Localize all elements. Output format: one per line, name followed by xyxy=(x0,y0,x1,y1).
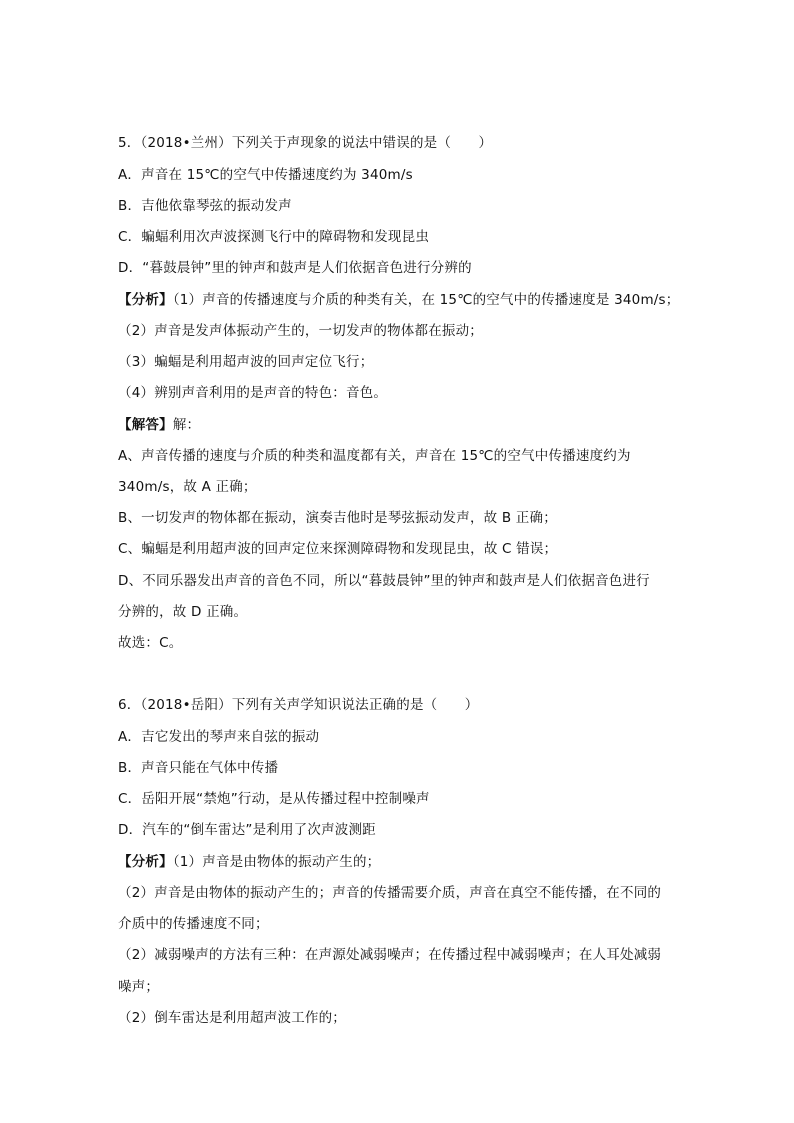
q6-option-c: C．岳阳开展“禁炮”行动，是从传播过程中控制噪声 xyxy=(118,791,430,807)
q5-analysis-line-4: （4）辨别声音利用的是声音的特色：音色。 xyxy=(118,385,388,401)
q5-answer-tag: 【解答】 xyxy=(118,417,173,433)
q5-answer-line-4: C、蝙蝠是利用超声波的回声定位来探测障碍物和发现昆虫，故 C 错误； xyxy=(118,541,558,557)
q5-analysis-line-1 xyxy=(118,291,679,309)
q6-analysis-line-1 xyxy=(118,853,380,871)
q5-answer-line-6: 分辨的，故 D 正确。 xyxy=(118,604,248,620)
q5-answer-line-3: B、一切发声的物体都在振动，演奏吉他时是琴弦振动发声，故 B 正确； xyxy=(118,510,557,526)
q6-option-d: D．汽车的“倒车雷达”是利用了次声波测距 xyxy=(118,822,376,838)
q5-choice: 故选：C。 xyxy=(118,635,183,651)
q5-option-c: C．蝙蝠利用次声波探测飞行中的障碍物和发现昆虫 xyxy=(118,229,430,245)
q5-analysis-text-1: （1）声音的传播速度与介质的种类有关，在 15℃的空气中的传播速度是 340m/s； xyxy=(172,292,680,308)
q6-analysis-tag: 【分析】 xyxy=(118,854,173,870)
q6-analysis-line-4: （2）减弱噪声的方法有三种：在声源处减弱噪声；在传播过程中减弱噪声；在人耳处减弱 xyxy=(118,947,662,963)
q6-analysis-line-6: （2）倒车雷达是利用超声波工作的； xyxy=(118,1010,346,1026)
q5-stem: 5．（2018•兰州）下列关于声现象的说法中错误的是（ ） xyxy=(118,135,493,151)
q6-analysis-line-2: （2）声音是由物体的振动产生的；声音的传播需要介质，声音在真空不能传播，在不同的 xyxy=(118,885,662,901)
q6-analysis-line-5: 噪声； xyxy=(118,979,160,995)
q5-option-a: A．声音在 15℃的空气中传播速度约为 340m/s xyxy=(118,167,413,183)
q5-answer-suffix: 解： xyxy=(172,417,201,433)
q6-option-b: B．声音只能在气体中传播 xyxy=(118,760,279,776)
q6-analysis-line-3: 介质中的传播速度不同； xyxy=(118,916,269,932)
q5-option-b: B．吉他依靠琴弦的振动发声 xyxy=(118,198,292,214)
q5-analysis-line-3: （3）蝙蝠是利用超声波的回声定位飞行； xyxy=(118,354,374,370)
q5-answer-line-1: A、声音传播的速度与介质的种类和温度都有关，声音在 15℃的空气中传播速度约为 xyxy=(118,448,631,464)
q5-analysis-line-2: （2）声音是发声体振动产生的，一切发声的物体都在振动； xyxy=(118,323,483,339)
q5-option-d: D．“暮鼓晨钟”里的钟声和鼓声是人们依据音色进行分辨的 xyxy=(118,260,472,276)
q6-stem: 6．（2018•岳阳）下列有关声学知识说法正确的是（ ） xyxy=(118,697,479,713)
q6-analysis-text-1: （1）声音是由物体的振动产生的； xyxy=(172,854,381,870)
q5-answer-line-2: 340m/s，故 A 正确； xyxy=(118,479,257,495)
q5-answer-heading xyxy=(118,416,200,434)
q6-option-a: A．吉它发出的琴声来自弦的振动 xyxy=(118,729,320,745)
q5-analysis-tag: 【分析】 xyxy=(118,292,173,308)
q5-answer-line-5: D、不同乐器发出声音的音色不同，所以“暮鼓晨钟”里的钟声和鼓声是人们依据音色进行 xyxy=(118,573,650,589)
